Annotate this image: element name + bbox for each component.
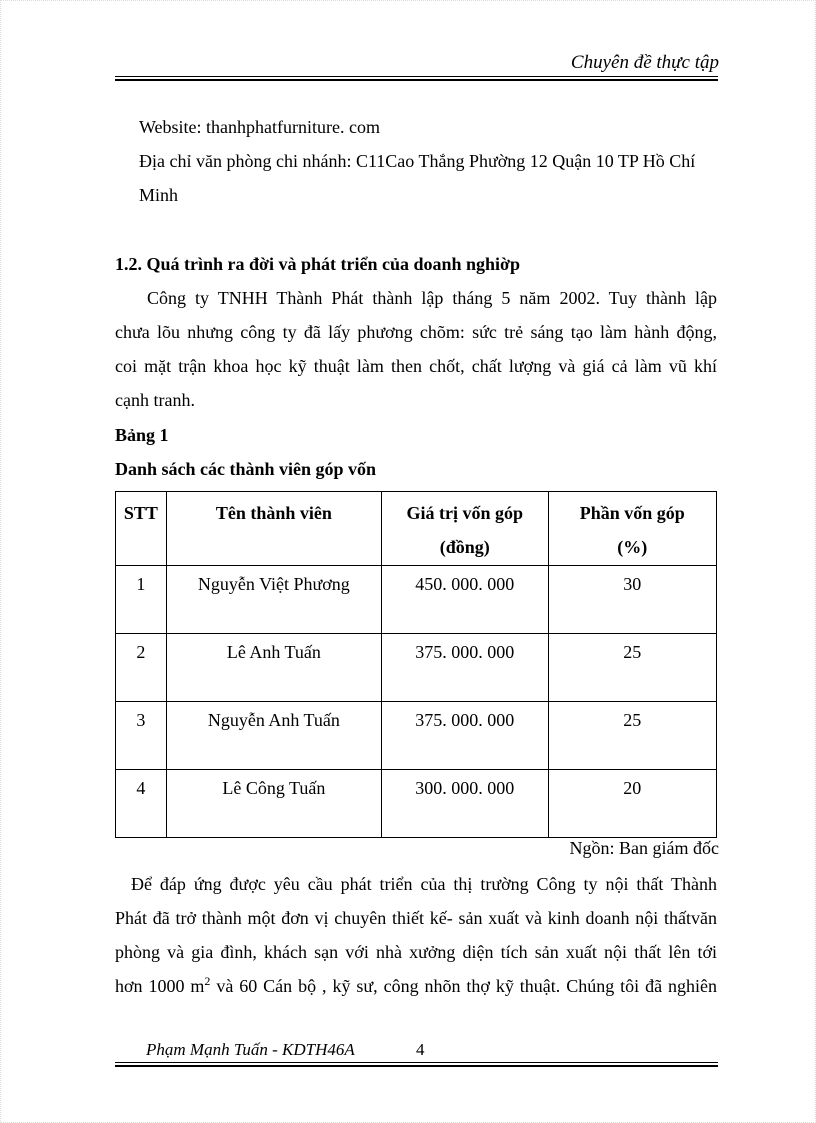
cell-name: Nguyễn Anh Tuấn (166, 702, 381, 770)
table-row (116, 770, 717, 838)
cell-share: 25 (548, 634, 716, 702)
table-row (116, 702, 717, 770)
footer-author: Phạm Mạnh Tuấn - KDTH46A (146, 1040, 355, 1059)
header-name: Tên thành viên (166, 492, 381, 566)
header-share-line1: Phần vốn góp (579, 503, 685, 523)
table-row (116, 566, 717, 634)
closing-line-4-before: hơn 1000 m (115, 976, 205, 996)
cell-stt: 1 (116, 566, 167, 634)
paragraph-line-1: Công ty TNHH Thành Phát thành lập tháng 5 năm 2002. Tuy thành lập (147, 288, 717, 308)
cell-share: 30 (548, 566, 716, 634)
cell-name: Lê Công Tuấn (166, 770, 381, 838)
closing-line-1: Để đáp ứng được yêu cầu phát triển của thị trường Công ty nội thất Thành (131, 874, 717, 894)
table-header-row (116, 492, 717, 566)
closing-line-4 (115, 976, 717, 997)
paragraph-line-3: coi mặt trận khoa học kỹ thuật làm then chốt, chất lượng và giá cả làm vũ khí (115, 356, 717, 376)
header-stt: STT (116, 492, 167, 566)
cell-value: 375. 000. 000 (381, 702, 548, 770)
cell-value: 450. 000. 000 (381, 566, 548, 634)
capital-table (115, 491, 717, 838)
header-share (548, 492, 716, 566)
table-source: Ngồn: Ban giám đốc (569, 838, 719, 858)
website-line: Website: thanhphatfurniture. com (139, 117, 380, 137)
closing-line-4-after: và 60 Cán bộ , kỹ sư, công nhõn thợ kỹ thuật. Chúng tôi đã nghiên (210, 976, 717, 996)
table-label: Bảng 1 (115, 425, 169, 445)
header-share-line2: (%) (617, 537, 648, 557)
header-value-line2: (đồng) (439, 537, 490, 557)
superscript-2: 2 (204, 974, 211, 988)
paragraph-line-2: chưa lõu nhưng công ty đã lấy phương chõm: sức trẻ sáng tạo làm hành động, (115, 322, 717, 342)
cell-value: 375. 000. 000 (381, 634, 548, 702)
paragraph-line-4: cạnh tranh. (115, 390, 195, 410)
cell-share: 25 (548, 702, 716, 770)
cell-stt: 3 (116, 702, 167, 770)
header-title: Chuyên đề thực tập (570, 52, 719, 73)
closing-line-3: phòng và gia đình, khách sạn với nhà xưởng diện tích sản xuất nội thất lên tới (115, 942, 717, 962)
cell-name: Lê Anh Tuấn (166, 634, 381, 702)
address-line-1: Địa chỉ văn phòng chi nhánh: C11Cao Thắng Phường 12 Quận 10 TP Hồ Chí (139, 151, 696, 171)
cell-value: 300. 000. 000 (381, 770, 548, 838)
cell-name: Nguyễn Việt Phương (166, 566, 381, 634)
cell-stt: 2 (116, 634, 167, 702)
section-heading: 1.2. Quá trình ra đời và phát triển của doanh nghiờp (115, 254, 521, 274)
cell-stt: 4 (116, 770, 167, 838)
cell-share: 20 (548, 770, 716, 838)
table-row (116, 634, 717, 702)
header-value (381, 492, 548, 566)
closing-line-2: Phát đã trở thành một đơn vị chuyên thiết kế- sản xuất và kinh doanh nội thấtvăn (115, 908, 717, 928)
address-line-2: Minh (139, 185, 179, 205)
table-caption: Danh sách các thành viên góp vốn (115, 459, 377, 479)
header-value-line1: Giá trị vốn góp (406, 503, 523, 523)
page-number: 4 (416, 1040, 425, 1059)
